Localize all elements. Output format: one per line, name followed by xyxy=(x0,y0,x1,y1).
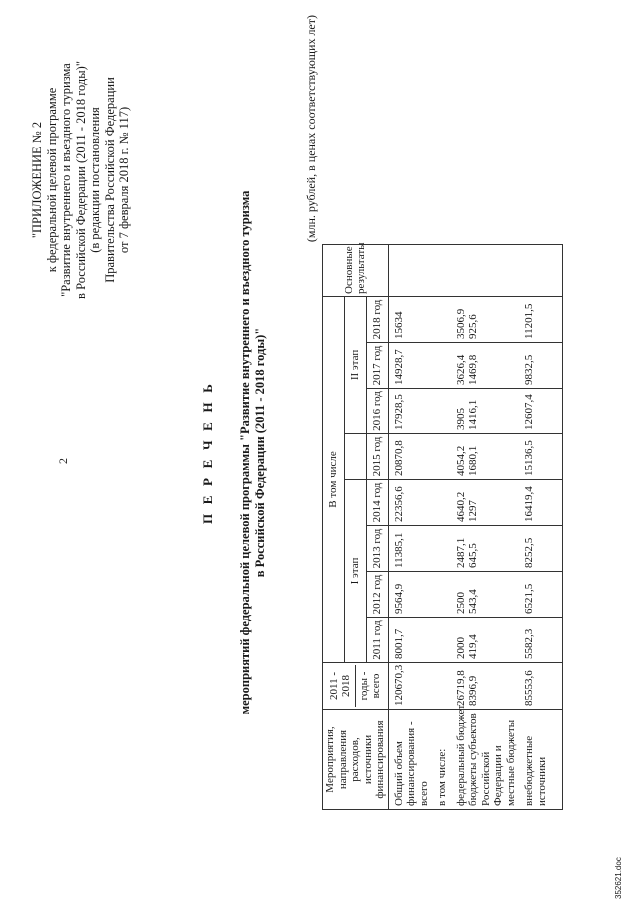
appendix-line: Правительства Российской Федерации xyxy=(102,77,117,283)
cell-spare xyxy=(517,0,548,244)
header-total xyxy=(323,663,389,710)
cell-value: 543,4 xyxy=(467,572,517,618)
table-row xyxy=(449,0,468,810)
cell-end xyxy=(548,296,563,342)
document-subtitle-line: мероприятий федеральной целевой программы "Развитие внутреннего и въездного туризма xyxy=(238,190,252,715)
cell-value: 9832,5 xyxy=(517,343,548,389)
cell-results xyxy=(449,244,468,296)
cell-value: 8252,5 xyxy=(517,526,548,572)
cell-end xyxy=(548,343,563,389)
cell-value: 22356,6 xyxy=(388,480,430,526)
cell-value: 16419,4 xyxy=(517,480,548,526)
cell-value: 419,4 xyxy=(467,618,517,663)
cell-results xyxy=(517,244,548,296)
cell-value: 17928,5 xyxy=(388,389,430,434)
cell-value: 3506,9 xyxy=(449,296,468,342)
header-year: 2018 год xyxy=(366,296,388,342)
appendix-line: (в редакции постановления xyxy=(88,107,102,253)
cell-total: 120670,3 xyxy=(388,663,430,710)
cell-value: 11201,5 xyxy=(517,296,548,342)
cell-value: 4054,2 xyxy=(449,434,468,480)
cell-value: 14928,7 xyxy=(388,343,430,389)
cell-end xyxy=(548,244,563,296)
cell-value: 1297 xyxy=(467,480,517,526)
row-label: Общий объем финансирования - всего xyxy=(388,710,430,810)
cell-value: 9564,9 xyxy=(388,572,430,618)
appendix-line: "ПРИЛОЖЕНИЕ № 2 xyxy=(30,121,44,239)
table-row-end xyxy=(548,0,563,810)
cell-value: 6521,5 xyxy=(517,572,548,618)
cell-value: 3626,4 xyxy=(449,343,468,389)
cell-value: 20870,8 xyxy=(388,434,430,480)
table-row xyxy=(388,0,430,810)
cell-value: 15136,5 xyxy=(517,434,548,480)
cell-value: 5582,3 xyxy=(517,618,548,663)
header-spare xyxy=(323,0,389,244)
header-total-years: 2011 - 2018 xyxy=(328,665,356,707)
cell-spare xyxy=(467,0,517,244)
header-year: 2013 год xyxy=(366,526,388,572)
cell-spare xyxy=(548,0,563,244)
header-activities: Мероприятия, направления расходов, источники финансирования xyxy=(323,710,389,810)
header-stage-1: I этап xyxy=(344,480,366,663)
header-year: 2016 год xyxy=(366,389,388,434)
cell-value: 3905 xyxy=(449,389,468,434)
cell-value: 2000 xyxy=(449,618,468,663)
cell-value xyxy=(430,434,449,480)
header-total-label: годы - всего xyxy=(357,671,383,701)
row-label: бюджеты субъектов Российской Федерации и местные бюджеты xyxy=(467,710,517,810)
cell-spare xyxy=(388,0,430,244)
cell-value xyxy=(430,572,449,618)
table-row xyxy=(430,0,449,810)
cell-end xyxy=(548,526,563,572)
cell-total: 8396,9 xyxy=(467,663,517,710)
cell-results xyxy=(430,244,449,296)
header-including: В том числе xyxy=(323,296,345,662)
cell-results xyxy=(467,244,517,296)
cell-value xyxy=(430,343,449,389)
cell-value: 925,6 xyxy=(467,296,517,342)
header-year: 2011 год xyxy=(366,618,388,663)
header-stage-2: II этап xyxy=(344,296,366,433)
cell-value xyxy=(430,618,449,663)
row-label: внебюджетные источники xyxy=(517,710,548,810)
header-year: 2012 год xyxy=(366,572,388,618)
cell-value: 645,5 xyxy=(467,526,517,572)
cell-value: 2500 xyxy=(449,572,468,618)
units-note: (млн. рублей, в ценах соответствующих лет) xyxy=(304,15,318,243)
cell-total: 26719,8 xyxy=(449,663,468,710)
cell-spare xyxy=(430,0,449,244)
cell-end xyxy=(548,618,563,663)
document-subtitle-line: в Российской Федерации (2011 - 2018 годы)" xyxy=(253,327,267,578)
cell-value: 2487,1 xyxy=(449,526,468,572)
cell-end xyxy=(548,389,563,434)
financing-table xyxy=(322,0,563,810)
cell-total: 85553,6 xyxy=(517,663,548,710)
appendix-line: "Развитие внутреннего и въездного туризма xyxy=(59,63,73,297)
cell-value: 15634 xyxy=(388,296,430,342)
cell-value: 4640,2 xyxy=(449,480,468,526)
cell-value: 12607,4 xyxy=(517,389,548,434)
cell-value: 1680,1 xyxy=(467,434,517,480)
header-year: 2015 год xyxy=(366,434,388,480)
appendix-line: к федеральной целевой программе xyxy=(44,87,59,273)
appendix-header xyxy=(30,15,132,345)
cell-end xyxy=(548,434,563,480)
cell-value xyxy=(430,296,449,342)
cell-value xyxy=(430,526,449,572)
cell-value: 1416,1 xyxy=(467,389,517,434)
cell-total xyxy=(430,663,449,710)
cell-end xyxy=(548,480,563,526)
cell-value: 11385,1 xyxy=(388,526,430,572)
cell-end xyxy=(548,572,563,618)
appendix-line: в Российской Федерации (2011 - 2018 годы)" xyxy=(73,61,88,299)
cell-end xyxy=(548,663,563,710)
cell-spare xyxy=(449,0,468,244)
page-number: 2 xyxy=(56,458,70,464)
header-results: Основные результаты xyxy=(323,244,389,296)
cell-results xyxy=(388,244,430,296)
table-row xyxy=(467,0,517,810)
cell-end xyxy=(548,710,563,810)
appendix-line: от 7 февраля 2018 г. № 117) xyxy=(117,106,131,254)
row-label: в том числе: xyxy=(430,710,449,810)
document-heading: П Е Р Е Ч Е Н Ь xyxy=(200,380,215,525)
header-year: 2014 год xyxy=(366,480,388,526)
header-stage-gap xyxy=(344,434,366,480)
cell-value: 8001,7 xyxy=(388,618,430,663)
header-year: 2017 год xyxy=(366,343,388,389)
cell-value xyxy=(430,389,449,434)
document-title-block xyxy=(200,110,268,795)
cell-value: 1469,8 xyxy=(467,343,517,389)
cell-value xyxy=(430,480,449,526)
table-row xyxy=(517,0,548,810)
row-label: федеральный бюджет xyxy=(449,710,468,810)
file-reference: 352621.doc xyxy=(614,857,623,899)
